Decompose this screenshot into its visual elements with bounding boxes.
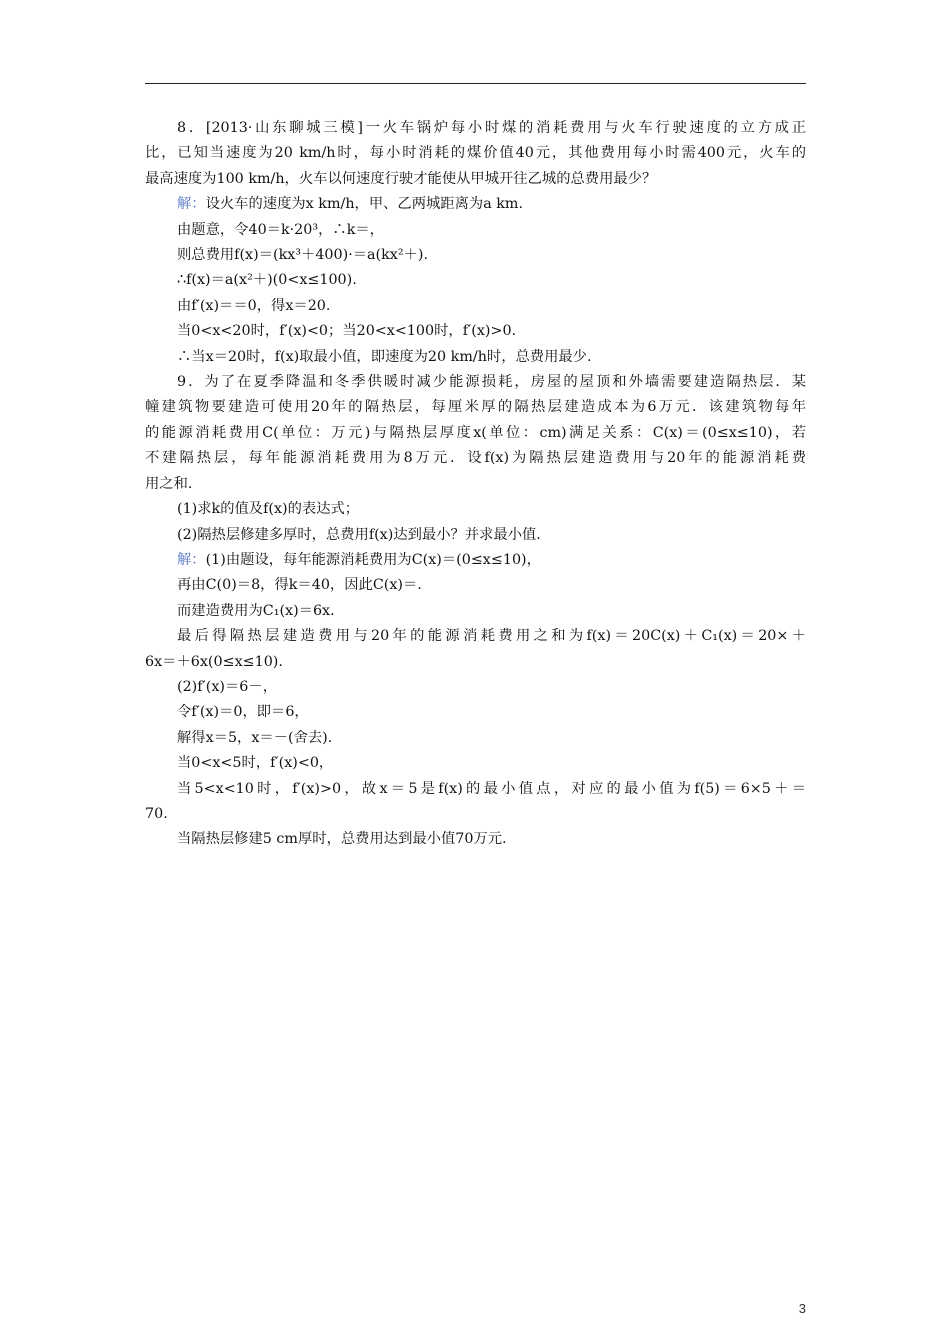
q8-line-3: 最高速度为100 km/h，火车以何速度行驶才能使从甲城开往乙城的总费用最少？ xyxy=(145,170,657,187)
q8-solution-label: 解： xyxy=(177,196,206,213)
q8-solution-line: 则总费用f(x)＝(kx³＋400)·＝a(kx²＋). xyxy=(177,247,429,264)
q8-solution-line: ∴f(x)＝a(x²＋)(0<x≤100). xyxy=(177,272,357,289)
q8-solution-text: 设火车的速度为x km/h，甲、乙两城距离为a km. xyxy=(205,196,524,213)
q9-solution-line: 而建造费用为C₁(x)＝6x. xyxy=(177,602,335,619)
q8-solution-first xyxy=(145,192,806,217)
q9-solution-line: (2)f′(x)＝6－， xyxy=(177,678,277,695)
header-rule xyxy=(145,83,806,84)
q9-solution-line: 解得x＝5，x＝－(舍去). xyxy=(177,729,333,746)
q9-solution-line: 当5<x<10时，f′(x)>0，故x＝5是f(x)的最小值点，对应的最小值为f(5)＝6×5＋＝ xyxy=(177,780,806,797)
q9-sub-question-2: (2)隔热层修建多厚时，总费用f(x)达到最小？并求最小值. xyxy=(177,526,541,543)
q9-solution-label: 解： xyxy=(177,551,206,568)
q9-solution-line: 再由C(0)＝8，得k＝40，因此C(x)＝. xyxy=(177,577,422,594)
q8-line-2: 比，已知当速度为20 km/h时，每小时消耗的煤价值40元，其他费用每小时需400元，火车的 xyxy=(145,145,806,162)
q8-line-1: 8．[2013·山东聊城三模]一火车锅炉每小时煤的消耗费用与火车行驶速度的立方成正 xyxy=(177,120,806,136)
q9-solution-first xyxy=(145,548,806,573)
q8-solution-line: 当0<x<20时，f′(x)<0；当20<x<100时，f′(x)>0. xyxy=(177,323,517,340)
q9-solution-line: 70. xyxy=(145,805,168,822)
q9-line-2: 幢建筑物要建造可使用20年的隔热层，每厘米厚的隔热层建造成本为6万元．该建筑物每年 xyxy=(145,399,806,416)
q9-solution-line: 6x＝＋6x(0≤x≤10). xyxy=(145,653,283,670)
document-body xyxy=(145,116,806,853)
q9-line-1: 9．为了在夏季降温和冬季供暖时减少能源损耗，房屋的屋顶和外墙需要建造隔热层．某 xyxy=(177,374,806,391)
q9-line-4: 不建隔热层，每年能源消耗费用为8万元．设f(x)为隔热层建造费用与20年的能源消耗费 xyxy=(145,450,806,467)
q8-solution-line: ∴当x＝20时，f(x)取最小值，即速度为20 km/h时，总费用最少. xyxy=(177,348,592,365)
q9-solution-line: 令f′(x)＝0，即＝6， xyxy=(177,704,309,721)
q9-solution-line: 当0<x<5时，f′(x)<0， xyxy=(177,755,334,772)
q8-solution-line: 由f′(x)＝＝0，得x＝20. xyxy=(177,297,331,314)
q9-solution-text: (1)由题设，每年能源消耗费用为C(x)＝(0≤x≤10)， xyxy=(205,551,541,568)
q9-line-5: 用之和. xyxy=(145,475,193,492)
q9-sub-question-1: (1)求k的值及f(x)的表达式； xyxy=(177,501,360,518)
page-number: 3 xyxy=(798,1301,806,1316)
q9-solution-line: 当隔热层修建5 cm厚时，总费用达到最小值70万元. xyxy=(177,831,507,848)
q9-line-3: 的能源消耗费用C(单位：万元)与隔热层厚度x(单位：cm)满足关系：C(x)＝(0≤x≤10)，若 xyxy=(145,424,806,441)
q8-solution-line: 由题意，令40＝k·20³，∴k＝， xyxy=(177,221,384,238)
q9-solution-line: 最后得隔热层建造费用与20年的能源消耗费用之和为f(x)＝20C(x)＋C₁(x)＝20×＋ xyxy=(177,628,806,645)
